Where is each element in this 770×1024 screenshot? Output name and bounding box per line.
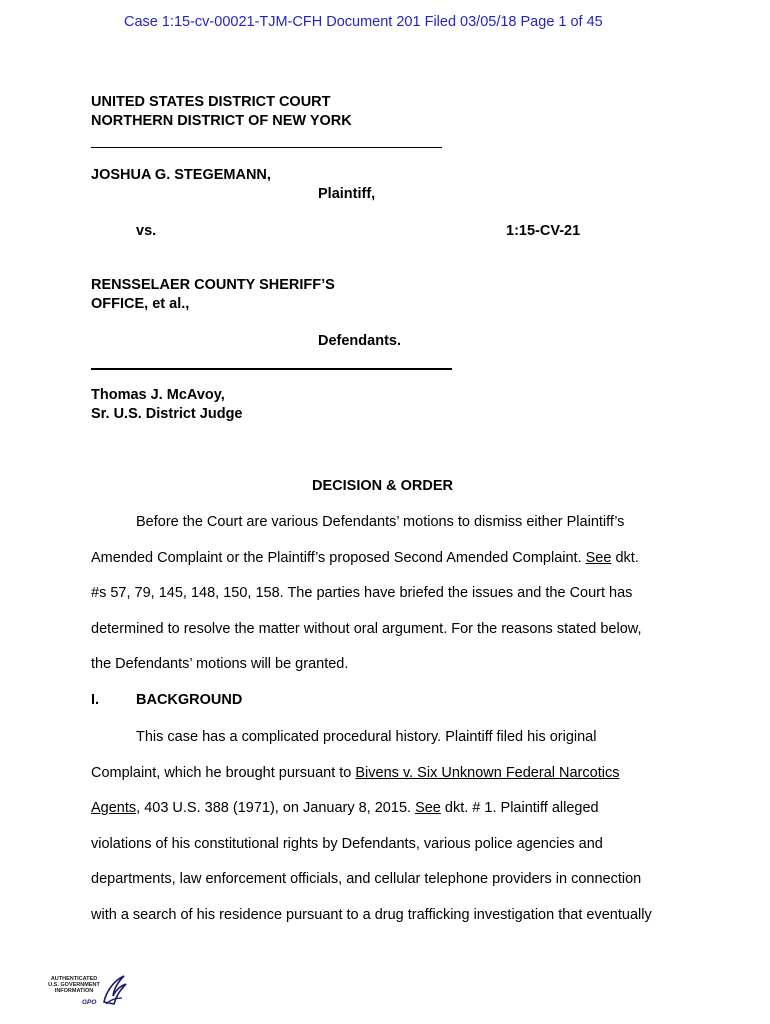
defendants-label: Defendants. [318, 333, 401, 349]
judge-title: Sr. U.S. District Judge [91, 406, 243, 422]
decision-title: DECISION & ORDER [312, 478, 453, 494]
seal-gpo: GPO [82, 999, 97, 1006]
case-number: 1:15-CV-21 [506, 223, 581, 239]
paragraph1-line1: Before the Court are various Defendants’ motions to dismiss either Plaintiff’s [136, 514, 625, 530]
paragraph1-line4: determined to resolve the matter without oral argument. For the reasons stated below, [91, 621, 642, 637]
defendant-line1: RENSSELAER COUNTY SHERIFF’S [91, 277, 335, 293]
case-citation-agents: Agents [91, 800, 137, 816]
filing-stamp-header: Case 1:15-cv-00021-TJM-CFH Document 201 Filed 03/05/18 Page 1 of 45 [124, 14, 603, 30]
section-title: BACKGROUND [136, 692, 243, 708]
court-name-line1: UNITED STATES DISTRICT COURT [91, 94, 331, 110]
section-number: I. [91, 692, 100, 708]
seal-text: AUTHENTICATED U.S. GOVERNMENT INFORMATION [48, 976, 100, 994]
judge-name: Thomas J. McAvoy, [91, 387, 225, 403]
versus-label: vs. [136, 223, 157, 239]
paragraph2-line2: Complaint, which he brought pursuant to Bivens v. Six Unknown Federal Narcotics [91, 765, 620, 781]
caption-rule-bottom [91, 368, 452, 370]
paragraph2-line6: with a search of his residence pursuant to a drug trafficking investigation that eventually [91, 907, 652, 923]
paragraph1-line2: Amended Complaint or the Plaintiff’s proposed Second Amended Complaint. See dkt. [91, 550, 639, 566]
paragraph2-line3: Agents, 403 U.S. 388 (1971), on January 8, 2015. See dkt. # 1. Plaintiff alleged [91, 800, 599, 816]
case-citation-bivens: Bivens v. Six Unknown Federal Narcotics [355, 765, 620, 781]
see-signal: See [585, 550, 612, 566]
paragraph2-line4: violations of his constitutional rights by Defendants, various police agencies and [91, 836, 603, 852]
paragraph2-line1: This case has a complicated procedural history. Plaintiff filed his original [136, 729, 597, 745]
paragraph2-line5: departments, law enforcement officials, and cellular telephone providers in connection [91, 871, 642, 887]
defendant-line2: OFFICE, et al., [91, 296, 190, 312]
caption-rule-top [91, 147, 442, 148]
paragraph1-line3: #s 57, 79, 145, 148, 150, 158. The parties have briefed the issues and the Court has [91, 585, 633, 601]
paragraph1-line5: the Defendants’ motions will be granted. [91, 656, 349, 672]
see-signal: See [415, 800, 441, 816]
eagle-icon [100, 974, 128, 1010]
gpo-authentication-seal [44, 974, 132, 1014]
court-name-line2: NORTHERN DISTRICT OF NEW YORK [91, 113, 352, 129]
plaintiff-name: JOSHUA G. STEGEMANN, [91, 167, 271, 183]
plaintiff-label: Plaintiff, [318, 186, 376, 202]
